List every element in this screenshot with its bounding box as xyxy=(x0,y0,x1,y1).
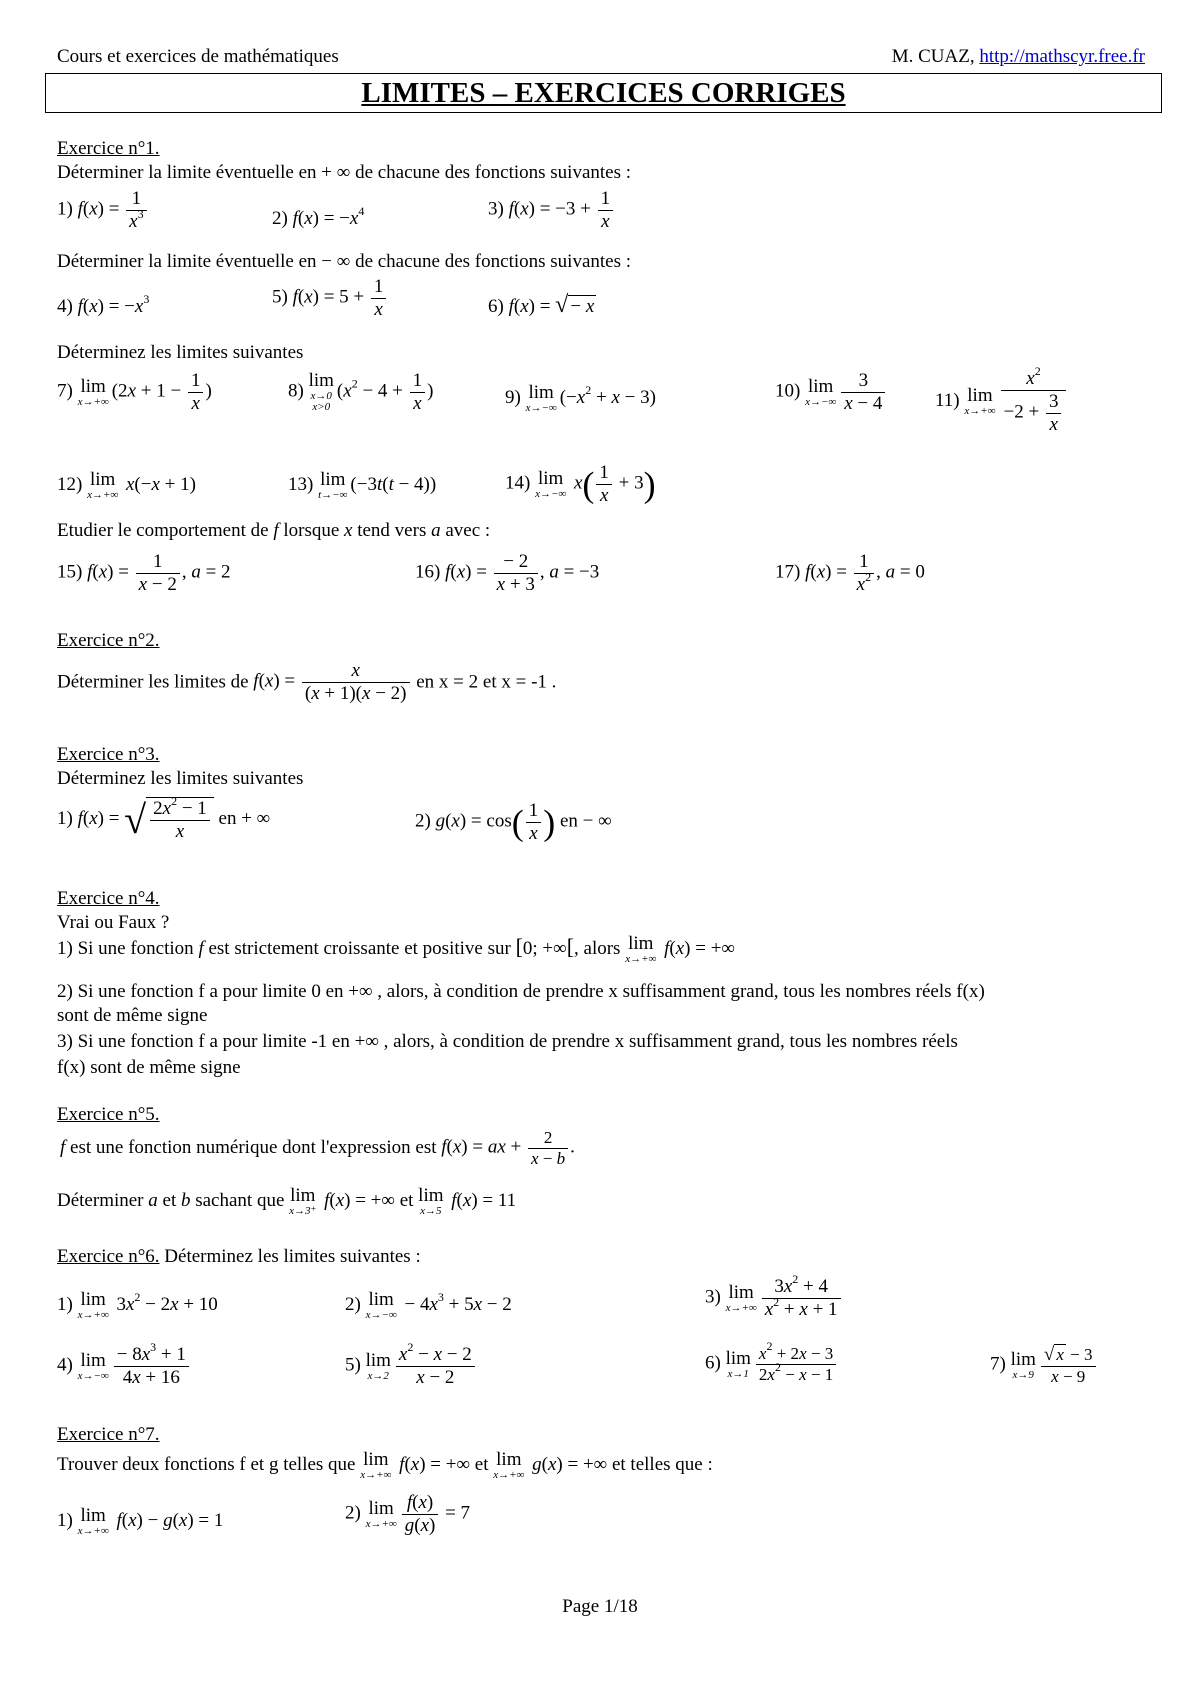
ex1-item4: 4) $f(x) = -x^3$ xyxy=(57,292,150,317)
ex1-item11: 11) lim x→+∞ $x^2$ −2 + $\frac{3}{x}$ xyxy=(935,368,1068,436)
ex4-intro: Vrai ou Faux ? xyxy=(57,912,170,933)
ex1-item2: 2) $f(x) = -x^4$ xyxy=(272,204,365,229)
ex5-text2: Déterminer a et b sachant que lim x→3⁺ f(x) = +∞ et lim x→5 f(x) = 11 xyxy=(57,1185,517,1217)
ex4-q3: 3) Si une fonction f a pour limite -1 en +∞ , alors, à condition de prendre x suffisamment grand, tous les nombres réels xyxy=(57,1031,958,1052)
ex1-item17: 17) f(x) = $\frac{1}{x^2}$ , a = 0 xyxy=(775,551,925,595)
ex3-item2: 2) g(x) = cos( $\frac{1}{x}$ ) en − ∞ xyxy=(415,800,612,844)
ex3-title: Exercice n°3. xyxy=(57,744,160,765)
ex5-text1: f est une fonction numérique dont l'expression est f(x) = ax + $\frac{2}{x - b}$ . xyxy=(60,1128,575,1168)
ex4-q1: 1) Si une fonction f est strictement croissante et positive sur [0; +∞[, alors lim x→+∞ f(x) = +∞ xyxy=(57,933,735,966)
ex1-item15: 15) f(x) = $\frac{1}{x - 2}$ , a = 2 xyxy=(57,551,231,595)
ex4-q3b: f(x) sont de même signe xyxy=(57,1057,241,1078)
ex3-item1: 1) f(x) = √ $\frac{2x^2 - 1}{x}$ en + ∞ xyxy=(57,793,271,842)
ex6-item3: 3) lim x→+∞ $\frac{3x^2 + 4}{x^2 + x + 1}$ xyxy=(705,1276,843,1321)
ex2-title: Exercice n°2. xyxy=(57,630,160,651)
ex7-item2: 2) lim x→+∞ $\frac{f(x)}{g(x)}$ = 7 xyxy=(345,1492,471,1536)
ex1-item12: 12) lim x→+∞ x(−x + 1) xyxy=(57,469,196,501)
ex7-title: Exercice n°7. xyxy=(57,1424,160,1445)
ex1-item13: 13) lim t→−∞ (−3t(t − 4)) xyxy=(288,469,437,501)
header-course: Cours et exercices de mathématiques xyxy=(57,46,339,67)
ex1-intro1: Déterminer la limite éventuelle en + ∞ de chacune des fonctions suivantes : xyxy=(57,162,632,183)
ex1-item8: 8) lim x→0 x>0 ($x^2 - 4$ + $\frac{1}{x}$ ) xyxy=(288,370,434,414)
ex1-item14: 14) lim x→−∞ x( $\frac{1}{x}$ + 3) xyxy=(505,462,656,506)
ex1-item1: 1) f(x) = $\frac{1}{x^3}$ xyxy=(57,188,149,233)
ex1-item5: 5) f(x) = 5 + $\frac{1}{x}$ xyxy=(272,276,388,321)
ex1-intro3: Déterminez les limites suivantes xyxy=(57,342,304,363)
header-link[interactable]: http://mathscyr.free.fr xyxy=(979,46,1145,67)
ex6-item6: 6) lim x→1 $\frac{x^2 + 2x - 3}{2x^2 - x - 1}$ xyxy=(705,1344,838,1384)
ex4-q2: 2) Si une fonction f a pour limite 0 en +∞ , alors, à condition de prendre x suffisamment grand, tous les nombres réels f(x) xyxy=(57,981,985,1002)
ex3-intro: Déterminez les limites suivantes xyxy=(57,768,304,789)
ex7-intro: Trouver deux fonctions f et g telles que lim x→+∞ f(x) = +∞ et lim x→+∞ g(x) = +∞ et telles que : xyxy=(57,1449,713,1481)
ex1-intro4: Etudier le comportement de f lorsque x tend vers a avec : xyxy=(57,520,491,541)
ex6-item4: 4) lim x→−∞ $\frac{- 8x^3 + 1}{4x + 16}$ xyxy=(57,1344,191,1389)
ex7-item1: 1) lim x→+∞ f(x) − g(x) = 1 xyxy=(57,1505,224,1537)
page-footer: Page 1/18 xyxy=(562,1596,638,1617)
ex1-item6: 6) f(x) = √ − x xyxy=(488,292,595,318)
ex5-title: Exercice n°5. xyxy=(57,1104,160,1125)
ex6-item7: 7) lim x→9 $\frac{√ x - 3}{x - 9}$ xyxy=(990,1344,1098,1386)
ex1-title: Exercice n°1. xyxy=(57,138,160,159)
header-author: M. CUAZ, http://mathscyr.free.fr xyxy=(891,46,1145,67)
ex1-item9: 9) lim x→−∞ $(-x^2 + x - 3)$ xyxy=(505,382,656,414)
ex1-item7: 7) lim x→+∞ (2x + 1 − $\frac{1}{x}$ ) xyxy=(57,370,212,414)
ex6-title: Exercice n°6. Déterminez les limites suivantes : xyxy=(57,1246,421,1267)
ex6-item2: 2) lim x→−∞ − $4x^3 + 5x - 2$ xyxy=(345,1289,512,1321)
ex1-item3: 3) f(x) = −3 + $\frac{1}{x}$ xyxy=(488,188,615,233)
ex4-q2b: sont de même signe xyxy=(57,1005,208,1026)
page-title: LIMITES – EXERCICES CORRIGES xyxy=(45,73,1162,113)
ex6-item1: 1) lim x→+∞ $3x^2 - 2x + 10$ xyxy=(57,1289,218,1321)
ex1-item10: 10) lim x→−∞ $\frac{3}{x - 4}$ xyxy=(775,370,887,415)
ex6-item5: 5) lim x→2 $\frac{x^2 - x - 2}{x - 2}$ xyxy=(345,1344,477,1389)
ex4-title: Exercice n°4. xyxy=(57,888,160,909)
ex1-intro2: Déterminer la limite éventuelle en − ∞ de chacune des fonctions suivantes : xyxy=(57,251,632,272)
ex1-item16: 16) f(x) = $\frac{- 2}{x + 3}$ , a = −3 xyxy=(415,551,600,595)
ex2-text: Déterminer les limites de f(x) = $\frac{x}{(x + 1)(x - 2)}$ en x = 2 et x = -1 . xyxy=(57,660,557,704)
